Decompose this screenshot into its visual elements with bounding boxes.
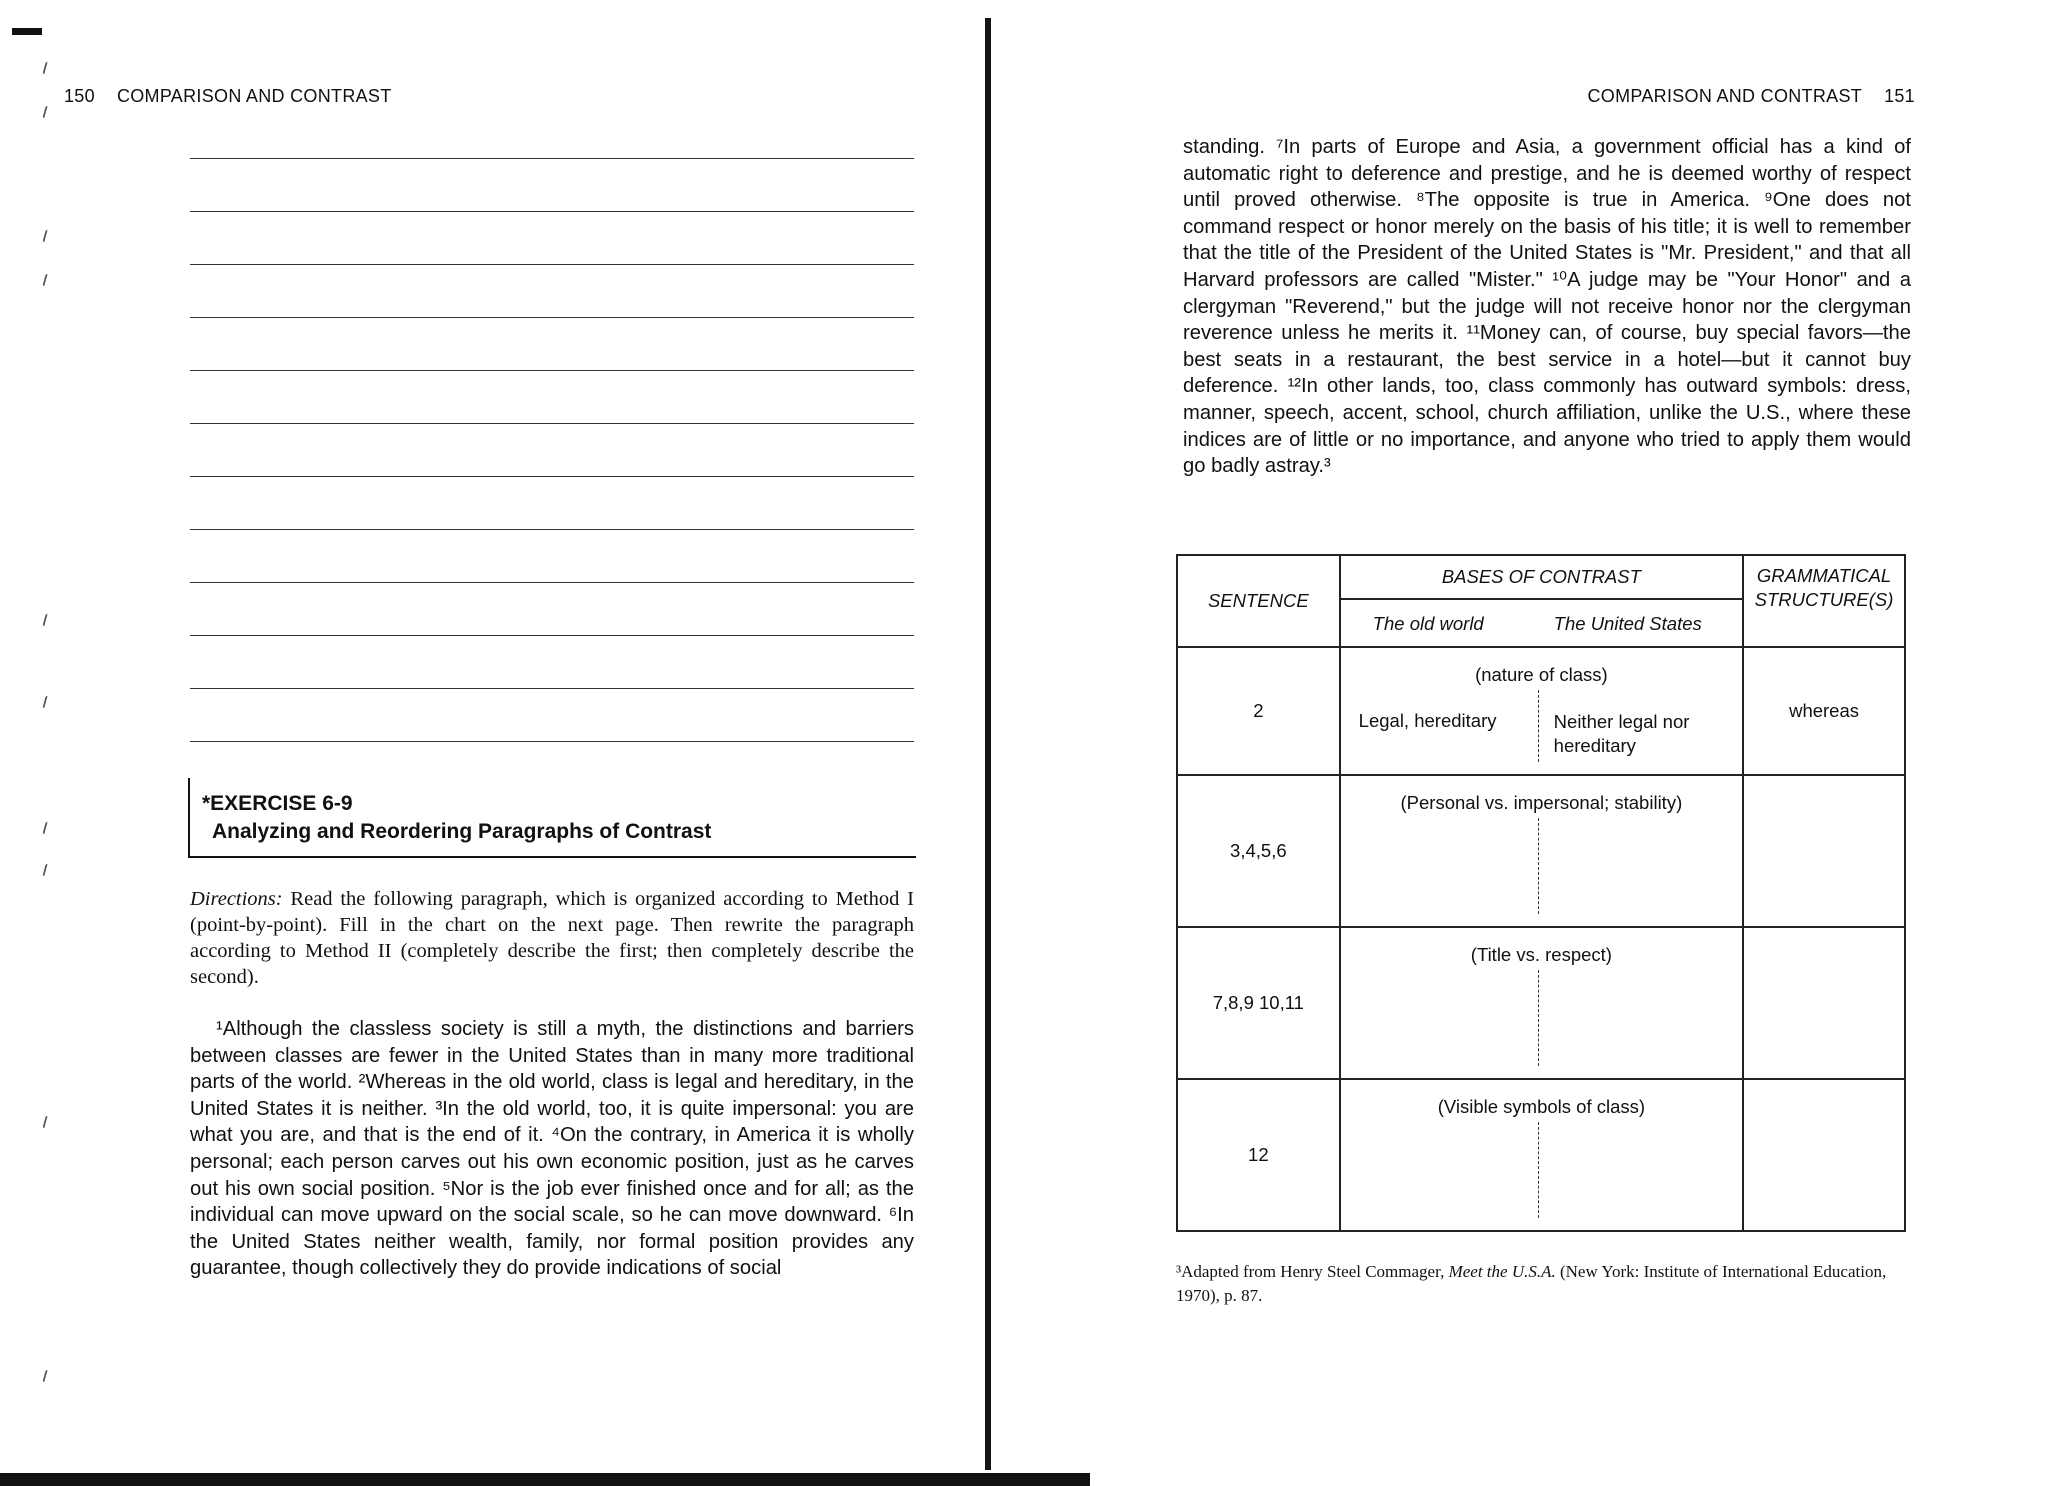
margin-mark [42, 1116, 53, 1128]
footnote-text: ³Adapted from Henry Steel Commager, [1176, 1262, 1449, 1281]
left-page [0, 0, 990, 1486]
directions [190, 886, 914, 990]
margin-mark [42, 614, 53, 626]
basis-cell[interactable] [1340, 1079, 1743, 1231]
writing-line[interactable] [190, 688, 914, 689]
table-row [1177, 647, 1905, 775]
margin-mark [42, 230, 53, 242]
column-divider [1538, 690, 1539, 762]
old-world-value: Legal, hereditary [1358, 710, 1497, 731]
sentence-cell: 2 [1177, 647, 1340, 775]
basis-label: (Personal vs. impersonal; stability) [1400, 792, 1683, 813]
table-row [1177, 927, 1905, 1079]
bases-subheader [1340, 599, 1743, 647]
basis-cell[interactable] [1340, 647, 1743, 775]
basis-cell[interactable] [1340, 775, 1743, 927]
exercise-title: Analyzing and Reordering Paragraphs of Contrast [212, 820, 712, 843]
directions-label: Directions: [190, 888, 283, 910]
sentence-header: SENTENCE [1177, 555, 1340, 647]
grammar-cell[interactable] [1743, 1079, 1905, 1231]
writing-line[interactable] [190, 264, 914, 265]
grammar-cell[interactable]: whereas [1743, 647, 1905, 775]
basis-label: (nature of class) [1475, 664, 1608, 685]
sentence-cell: 3,4,5,6 [1177, 775, 1340, 927]
running-head-text: COMPARISON AND CONTRAST [1587, 86, 1863, 106]
grammar-cell[interactable] [1743, 927, 1905, 1079]
running-head-left [64, 86, 392, 107]
grammar-cell[interactable] [1743, 775, 1905, 927]
column-divider [1538, 818, 1539, 914]
page-number: 150 [64, 86, 95, 106]
writing-line[interactable] [190, 476, 914, 477]
writing-line[interactable] [190, 635, 914, 636]
page-number: 151 [1884, 86, 1915, 106]
directions-text: Read the following paragraph, which is organized according to Method I (point-by-point). Fill in the chart on the next page. Then rewrite the paragraph according to Method II (completely describe the first; then completely describe the second). [190, 888, 914, 988]
us-value: Neither legal nor hereditary [1553, 711, 1690, 756]
margin-mark [42, 62, 53, 74]
writing-line[interactable] [190, 370, 914, 371]
writing-line[interactable] [190, 211, 914, 212]
writing-line[interactable] [190, 582, 914, 583]
writing-line[interactable] [190, 158, 914, 159]
margin-mark [42, 1370, 53, 1382]
us-header: The United States [1553, 613, 1702, 634]
writing-line[interactable] [190, 317, 914, 318]
basis-cell[interactable] [1340, 927, 1743, 1079]
sentence-cell: 12 [1177, 1079, 1340, 1231]
exercise-header [188, 778, 916, 858]
margin-mark [42, 864, 53, 876]
writing-line[interactable] [190, 529, 914, 530]
column-divider [1538, 1122, 1539, 1218]
running-head-right [1587, 86, 1915, 107]
right-page [990, 0, 2048, 1486]
contrast-paragraph-part-2: standing. ⁷In parts of Europe and Asia, a government official has a kind of automatic right to deference and prestige, and he is deemed worthy of respect until proved otherwise. ⁸The opposite is true in America. ⁹One does not command respect or honor merely on the basis of his title; it is well to remember that the title of the President of the United States is "Mr. President," and that all Harvard professors are called "Mister." ¹⁰A judge may be "Your Honor" and a clergyman "Reverend," but the judge will not receive honor nor the clergyman reverence unless he merits it. ¹¹Money can, of course, buy special favors—the best seats in a restaurant, the best service in a hotel—but it cannot buy deference. ¹²In other lands, too, class commonly has outward symbols: dress, manner, speech, accent, school, church affiliation, unlike the U.S., where these indices are of little or no importance, and anyone who tried to apply them would go badly astray.³ [1183, 136, 1911, 478]
writing-line[interactable] [190, 423, 914, 424]
margin-mark [42, 696, 53, 708]
old-world-header: The old world [1372, 613, 1484, 634]
grammatical-header: GRAMMATICAL STRUCTURE(S) [1743, 555, 1905, 647]
table-row [1177, 1079, 1905, 1231]
sentence-cell: 7,8,9 10,11 [1177, 927, 1340, 1079]
column-divider [1538, 970, 1539, 1066]
footnote-book-title: Meet the U.S.A. [1448, 1262, 1556, 1281]
contrast-paragraph-part-1: ¹Although the classless society is still a myth, the distinctions and barriers between classes are fewer in the United States than in many more traditional parts of the world. ²Whereas in the old world, class is legal and hereditary, in the United States it is neither. ³In the old world, too, it is quite impersonal: you are what you are, and that is the end of it. ⁴On the contrary, in America it is wholly personal; each person carves out his own economic position, just as he carves out his own social position. ⁵Nor is the job ever finished once and for all; as the individual can move upward on the social scale, so he can move downward. ⁶In the United States neither wealth, family, nor formal position provides any guarantee, though collectively they do provide indications of social [190, 1018, 914, 1280]
table-row [1177, 775, 1905, 927]
basis-label: (Visible symbols of class) [1437, 1096, 1646, 1117]
margin-mark [42, 106, 53, 118]
margin-mark [42, 822, 53, 834]
exercise-number: *EXERCISE 6-9 [202, 792, 353, 815]
bases-header: BASES OF CONTRAST [1340, 555, 1743, 599]
running-head-text: COMPARISON AND CONTRAST [116, 86, 392, 106]
contrast-chart [1176, 554, 1906, 1232]
basis-label: (Title vs. respect) [1470, 944, 1612, 965]
writing-line[interactable] [190, 741, 914, 742]
footnote [1176, 1260, 1906, 1308]
footnote-text-end: (New York: Institute of International Education, 1970), p. 87. [1176, 1262, 1887, 1305]
margin-mark [42, 274, 53, 286]
